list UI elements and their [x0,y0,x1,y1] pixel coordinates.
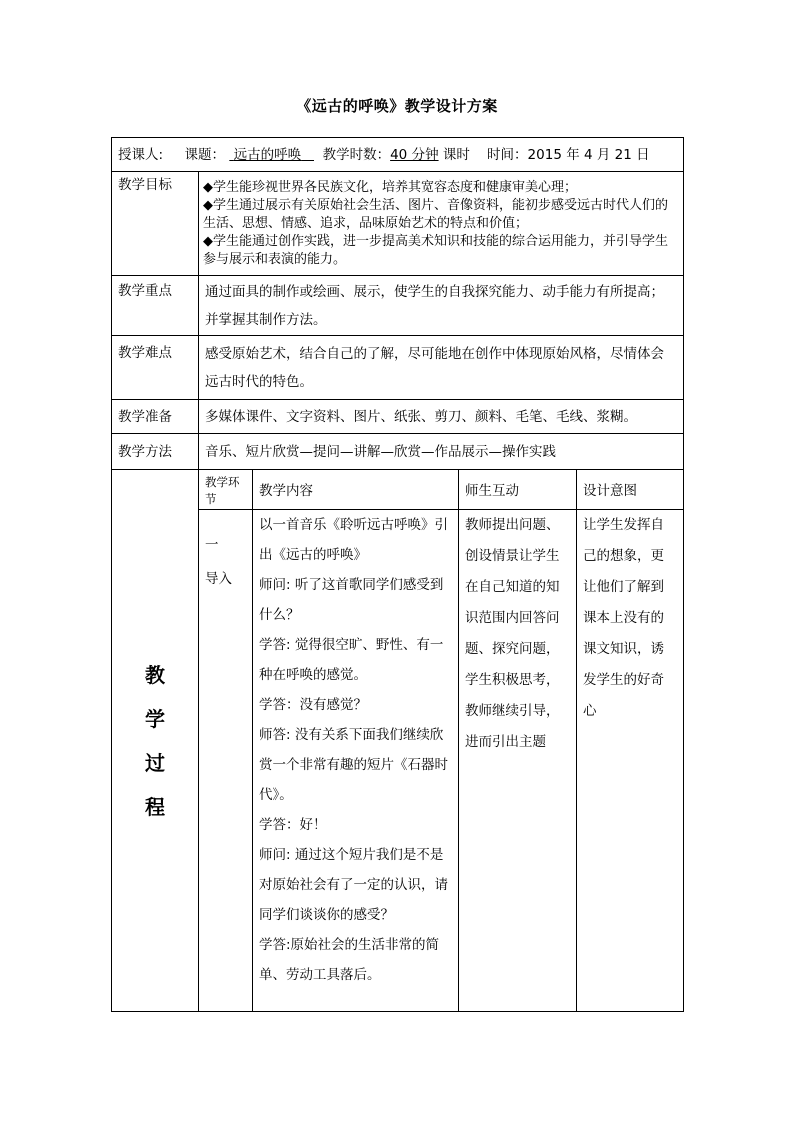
objectives-cell [199,172,684,276]
content-line: 以一首音乐《聆听远古呼唤》引出《远古的呼唤》 [259,517,448,563]
teacher-label: 授课人: [118,146,164,163]
intent-cell: 让学生发挥自己的想象，更让他们了解到课本上没有的课文知识，诱发学生的好奇心 [577,510,684,1012]
col-header-content: 教学内容 [253,470,459,510]
content-line: 学答: 觉得很空旷、野性、有一种在呼唤的感觉。 [259,637,444,683]
objectives-row [112,172,684,276]
date-label: 时间：2015 年 4 月 21 日 [487,146,650,163]
key-text: 通过面具的制作或绘画、展示，使学生的自我探究能力、动手能力有所提高；并掌握其制作方法。 [199,276,684,336]
stage-cell [199,510,253,1012]
key-row [112,276,684,336]
col-header-interaction: 师生互动 [459,470,577,510]
content-line: 师问: 通过这个短片我们是不是对原始社会有了一定的认识，请同学们谈谈你的感受？ [259,847,448,923]
objective-item: ◆学生通过展示有关原始社会生活、图片、音像资料，能初步感受远古时代人们的生活、思想、情感、追求，品味原始艺术的特点和价值； [203,197,668,231]
process-char: 过 [145,750,165,775]
content-line: 学答：好！ [259,817,327,833]
process-header-row [112,470,684,510]
objective-item: ◆学生能珍视世界各民族文化，培养其宽容态度和健康审美心理； [203,179,577,195]
col-header-stage: 教学环节 [199,470,253,510]
process-label [112,470,199,1012]
stage-name: 导入 [205,571,232,587]
key-label: 教学重点 [112,276,199,336]
objectives-label: 教学目标 [112,172,199,276]
header-info [112,138,684,172]
prep-row [112,400,684,434]
document-title: 《远古的呼唤》教学设计方案 [296,97,498,115]
method-label: 教学方法 [112,434,199,470]
topic-value: 远古的呼唤 [233,146,302,163]
stage-number: 一 [205,537,219,553]
hours-value: 40 分钟 [390,146,439,163]
difficulty-text: 感受原始艺术，结合自己的了解，尽可能地在创作中体现原始风格，尽情体会远古时代的特色。 [199,336,684,400]
prep-text: 多媒体课件、文字资料、图片、纸张、剪刀、颜料、毛笔、毛线、浆糊。 [199,400,684,434]
content-cell [253,510,459,1012]
difficulty-row [112,336,684,400]
difficulty-label: 教学难点 [112,336,199,400]
content-line: 学答：没有感觉？ [259,697,367,713]
process-char: 学 [145,706,165,731]
process-char: 程 [145,794,165,819]
method-row [112,434,684,470]
content-line: 师答: 没有关系下面我们继续欣赏一个非常有趣的短片《石器时代》。 [259,727,448,803]
interaction-cell: 教师提出问题、创设情景让学生在自己知道的知识范围内回答问题、探究问题，学生积极思考，教师继续引导，进而引出主题 [459,510,577,1012]
topic-label: 课题： [184,146,226,163]
content-line: 学答:原始社会的生活非常的简单、劳动工具落后。 [259,937,440,983]
col-header-intent: 设计意图 [577,470,684,510]
hours-unit: 课时 [442,146,470,163]
process-char: 教 [145,662,165,687]
method-text: 音乐、短片欣赏—提问—讲解—欣赏—作品展示—操作实践 [199,434,684,470]
content-line: 师问: 听了这首歌同学们感受到什么？ [259,577,444,623]
header-row [112,138,684,172]
lesson-plan-table [111,137,684,1012]
prep-label: 教学准备 [112,400,199,434]
objective-item: ◆学生能通过创作实践，进一步提高美术知识和技能的综合运用能力，并引导学生参与展示和表演的能力。 [203,233,668,267]
hours-label: 教学时数： [322,146,391,163]
